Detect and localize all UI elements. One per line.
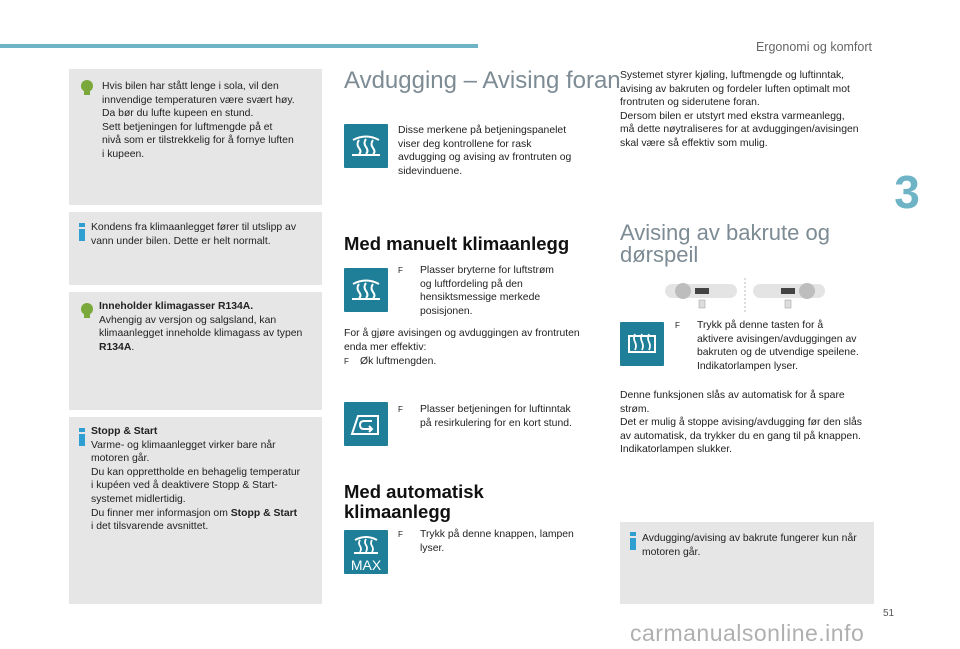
info-icon: [79, 223, 85, 241]
manual-note-bullet: F Øk luftmengden.: [344, 356, 437, 367]
rear-bullet: F Trykk på denne tasten for å aktivere avisingen/avduggingen av bakruten og de utvendige speilene. Indikatorlampen lyser.: [675, 320, 859, 372]
info-icon: [630, 532, 636, 550]
info-text: Kondens fra klimaanlegget fører til utslipp av vann under bilen. Dette er helt normalt.: [91, 222, 297, 247]
recirculation-icon: [344, 402, 388, 446]
front-defrost-title: Avdugging – Avising foran: [344, 67, 621, 94]
front-defrost-intro: Disse merkene på betjeningspanelet viser deg kontrollene for rask avdugging og avising av frontruten og sidevinduene.: [398, 125, 572, 177]
manual-note: For å gjøre avisingen og avduggingen av frontruten enda mer effektiv:: [344, 328, 580, 353]
tip-box-sun: [69, 69, 322, 205]
info-box-rear-defrost: [620, 522, 874, 604]
bullet-marker: F: [398, 266, 403, 275]
bullet-marker: F: [398, 405, 403, 414]
max-label: MAX: [350, 557, 382, 573]
page-number: 51: [883, 608, 895, 619]
rear-auto-note: Denne funksjonen slås av automatisk for å spare strøm. Det er mulig å stoppe avising/avdugging før den slås av automatisk, da trykker du en gang til på knappen. Indikatorlampen slukker.: [620, 390, 863, 456]
front-defrost-icon: [344, 268, 388, 312]
auto-bullet: F Trykk på denne knappen, lampen lyser.: [398, 529, 574, 554]
rear-defrost-tile: [620, 322, 664, 366]
footer-watermark: carmanualsonline.info: [630, 620, 865, 646]
bulb-icon: [79, 79, 95, 97]
front-defrost-icon: [344, 124, 388, 168]
manual-ac-heading: Med manuelt klimaanlegg: [344, 233, 570, 254]
bullet-marker: F: [344, 357, 349, 366]
info-box-condensation: [69, 212, 322, 285]
bullet-marker: F: [675, 321, 680, 330]
tip-text: Inneholder klimagasser R134A. Avhengig av versjon og salgsland, kan klimaanlegget inneholde klimagass av typen R134A.: [99, 301, 303, 353]
rear-defrost-button-illustration: [665, 278, 833, 314]
system-intro: Systemet styrer kjøling, luftmengde og luftinntak, avising av bakruten og fordeler luften optimalt mot frontruten og siderutene foran. Dersom bilen er utstyrt med ekstra varmeanlegg, må dette nøytraliseres for at avduggingen/avisingen skal være så effektiv som mulig.: [620, 70, 859, 149]
chapter-number: 3: [894, 166, 920, 218]
info-text: Stopp & Start Varme- og klimaanlegget virker bare når motoren går. Du kan opprettholde en behagelig temperatur i kupéen ved å deaktivere Stopp & Start- systemet midlertidig. Du finner mer informasjon om Stopp & Start i det tilsvarende avsnittet.: [91, 426, 301, 533]
section-title: Ergonomi og komfort: [755, 40, 872, 54]
tip-box-refrigerant: [69, 292, 322, 410]
header-accent-bar: [0, 44, 478, 48]
max-defrost-icon: [344, 530, 388, 574]
tip-text: Hvis bilen har stått lenge i sola, vil den innvendige temperaturen være svært høy. Da bør du lufte kupeen en stund. Sett betjeningen for luftmengde på et nivå som er tilstrekkelig for å fornye luften i kupeen.: [102, 81, 295, 160]
recirculation-tile: [344, 402, 388, 446]
front-defrost-tile: [344, 268, 388, 312]
info-text: Avdugging/avising av bakrute fungerer kun når motoren går.: [642, 533, 857, 558]
recirc-bullet: F Plasser betjeningen for luftinntak på resirkulering for en kort stund.: [398, 404, 572, 429]
info-box-stop-start: [69, 417, 322, 604]
rear-defrost-icon: [620, 322, 664, 366]
info-icon: [79, 428, 85, 446]
manual-bullet: F Plasser bryterne for luftstrøm og luftfordeling på den hensiktsmessige merkede posisjonen.: [398, 265, 554, 317]
bulb-icon: [79, 302, 95, 320]
rear-defrost-title: Avising av bakrute og dørspeil: [620, 220, 830, 267]
auto-ac-heading: Med automatisk klimaanlegg: [344, 481, 484, 522]
max-defrost-tile: [344, 530, 388, 574]
front-defrost-tile: [344, 124, 388, 168]
bullet-marker: F: [398, 530, 403, 539]
